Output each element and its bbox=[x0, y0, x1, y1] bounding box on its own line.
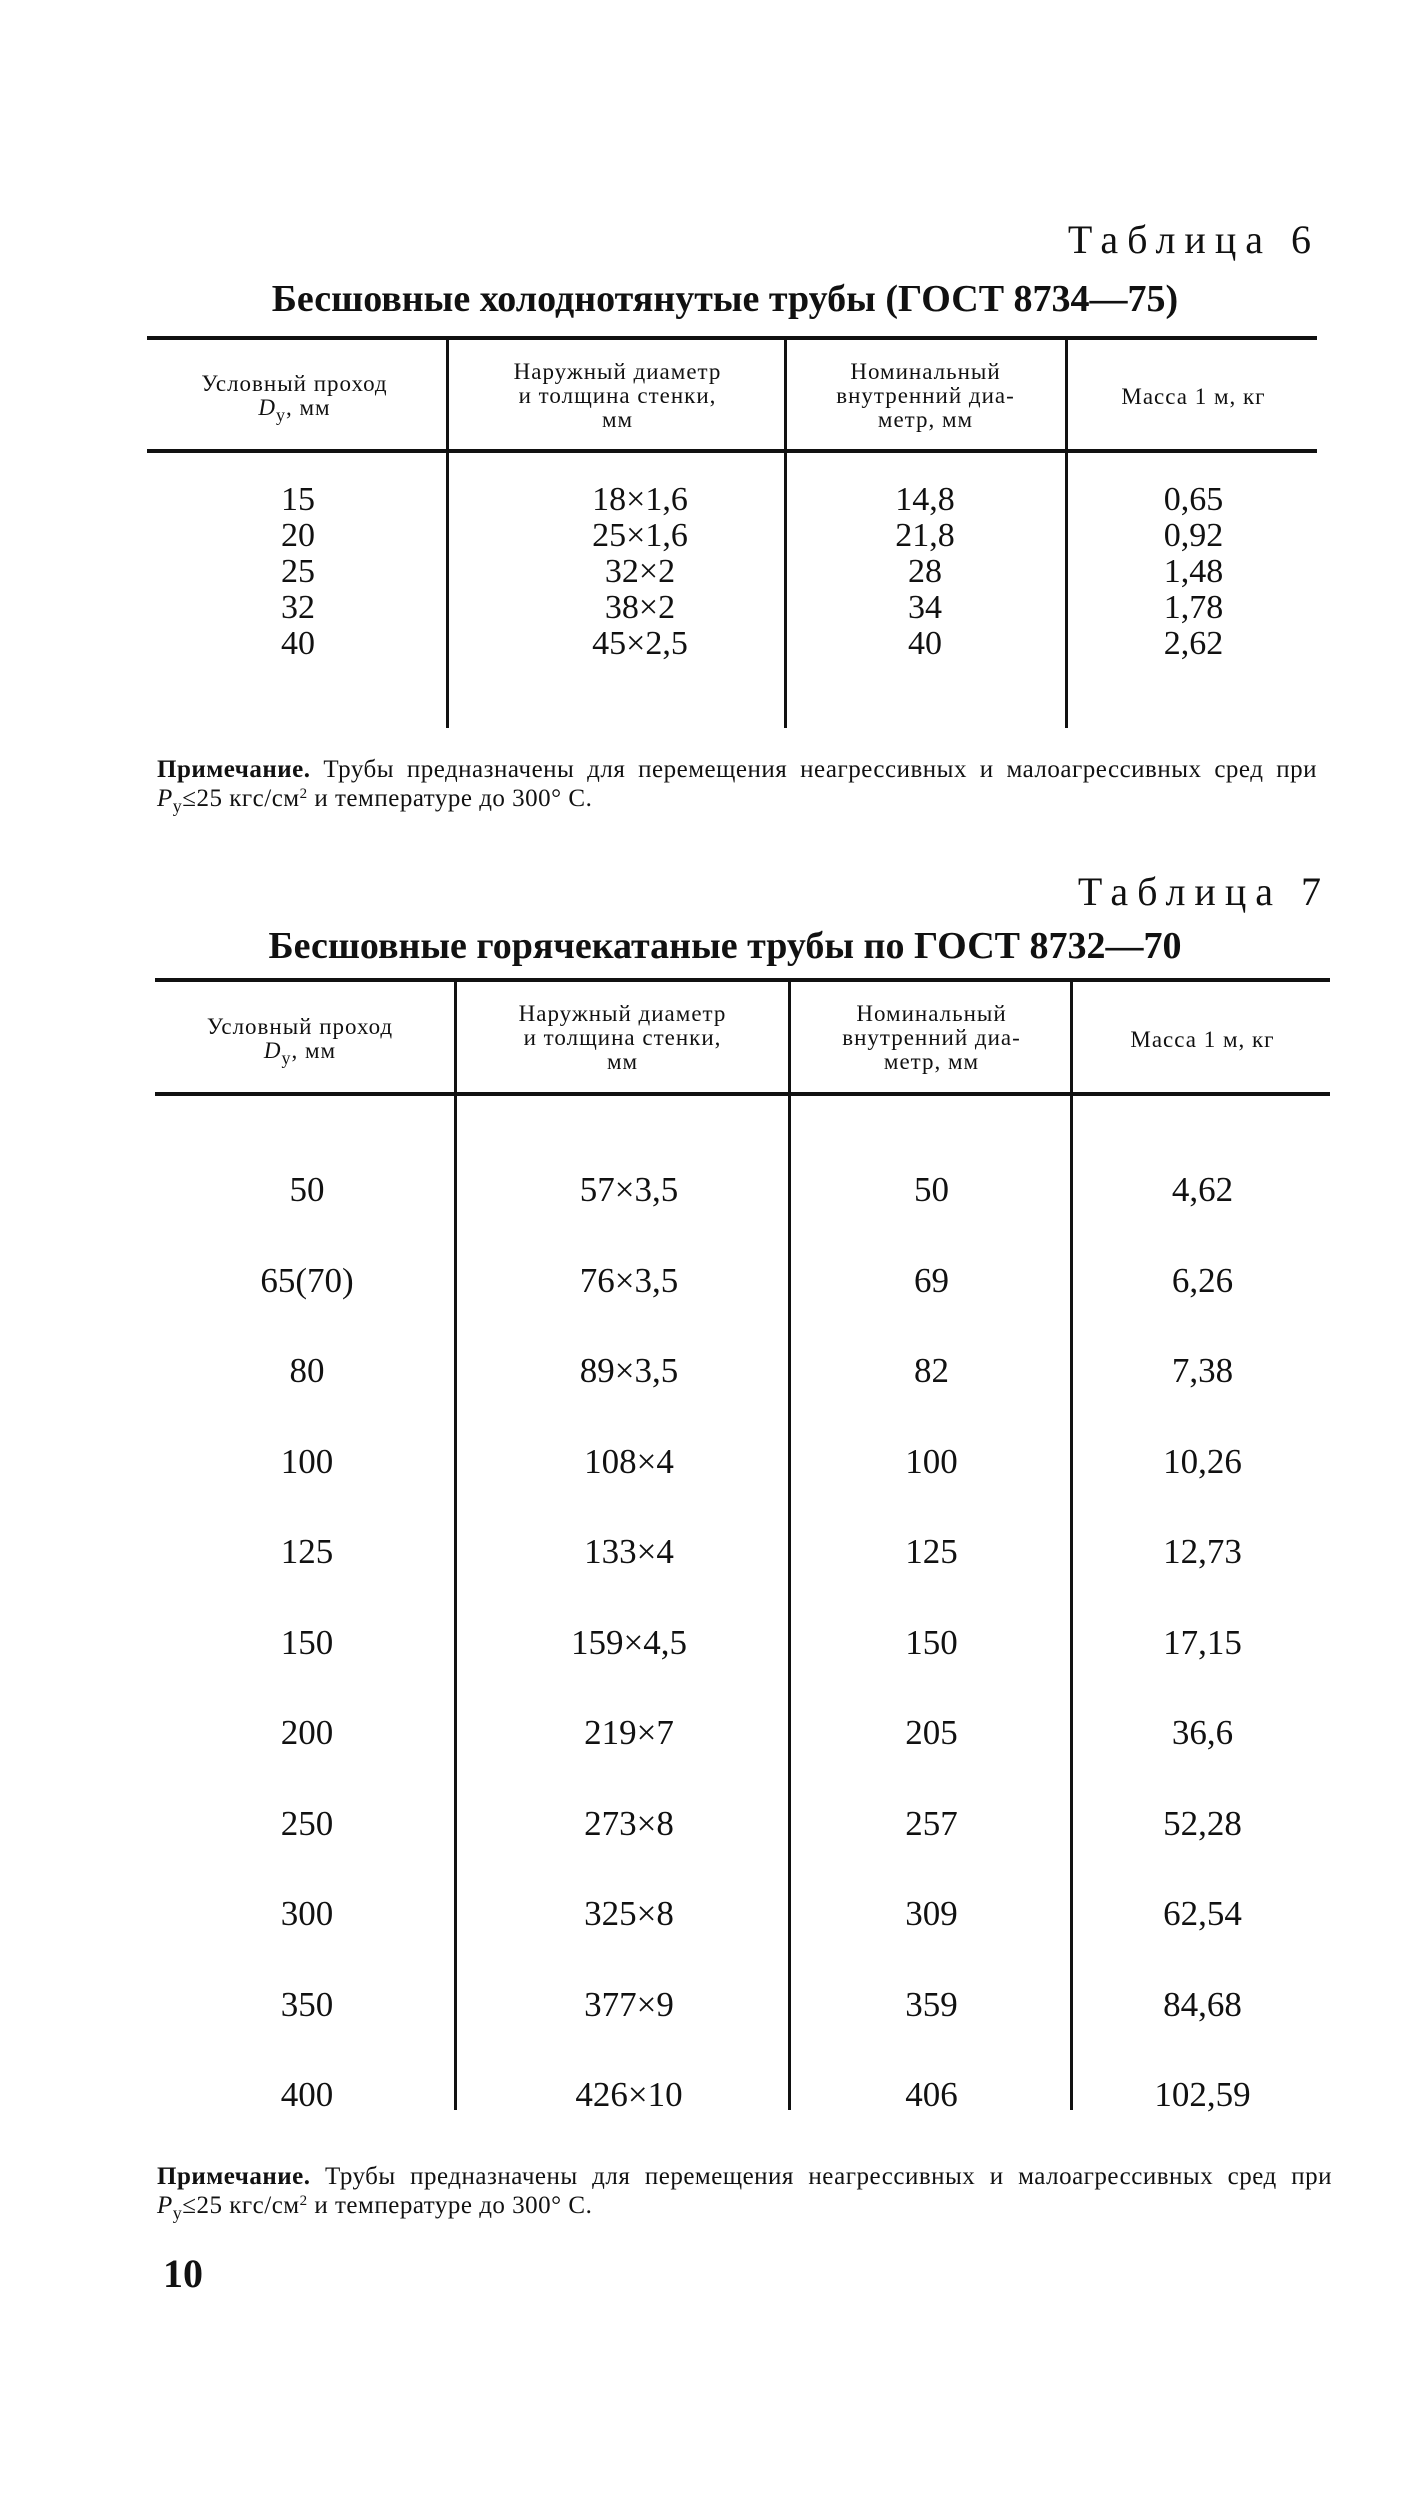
table7-cell-r3-c1: 108×4 bbox=[584, 1441, 674, 1481]
table7-divider-3 bbox=[1070, 982, 1073, 2110]
table6-cell-r3-c3: 1,78 bbox=[1163, 589, 1224, 626]
table6-cell-r2-c1: 32×2 bbox=[604, 553, 676, 590]
table7-cell-r6-c0: 200 bbox=[280, 1713, 334, 1752]
table6-cell-r1-c0: 20 bbox=[281, 517, 315, 554]
table7-cell-r9-c1: 377×9 bbox=[584, 1984, 674, 2024]
table6-cell-r4-c3: 2,62 bbox=[1163, 625, 1224, 662]
table6-header-col1: Условный проход $D_у$, мм bbox=[201, 371, 388, 425]
table7-cell-r10-c3: 102,59 bbox=[1154, 2075, 1251, 2114]
table6-top-rule bbox=[147, 336, 1317, 340]
table7-header-rule bbox=[155, 1092, 1330, 1096]
table7-title: Бесшовные горячекатаные трубы по ГОСТ 8732—70 bbox=[268, 925, 1182, 967]
table6-cell-r3-c2: 34 bbox=[908, 589, 942, 626]
table7-cell-r10-c1: 426×10 bbox=[575, 2075, 683, 2114]
table6-cell-r1-c3: 0,92 bbox=[1163, 517, 1224, 554]
table6-cell-r0-c1: 18×1,6 bbox=[592, 481, 688, 518]
table6-cell-r3-c0: 32 bbox=[281, 589, 315, 626]
table6-cell-r1-c1: 25×1,6 bbox=[592, 517, 688, 554]
table6-divider-2 bbox=[784, 340, 787, 728]
table7-cell-r0-c1: 57×3,5 bbox=[579, 1170, 679, 1209]
table7-cell-r8-c1: 325×8 bbox=[584, 1894, 674, 1933]
table7-cell-r6-c2: 205 bbox=[905, 1713, 958, 1752]
table6-header-rule bbox=[147, 449, 1317, 453]
table7-cell-r5-c1: 159×4,5 bbox=[571, 1622, 687, 1662]
table6-cell-r2-c2: 28 bbox=[908, 553, 942, 590]
table7-cell-r2-c3: 7,38 bbox=[1171, 1351, 1234, 1390]
table7-cell-r5-c2: 150 bbox=[905, 1622, 958, 1662]
table7-top-rule bbox=[155, 978, 1330, 982]
table6-header-col4: Масса 1 м, кг bbox=[1121, 384, 1266, 409]
table6-cell-r3-c1: 38×2 bbox=[604, 589, 676, 626]
table6-cell-r2-c0: 25 bbox=[281, 553, 315, 590]
table6-note: Примечание. Трубы предназначены для перемещения неагрессивных и малоагрессивных сред при $P_у\le 25$ кгс/$см^2$ и температуре до 300° С. bbox=[157, 756, 1317, 816]
table7-cell-r1-c1: 76×3,5 bbox=[579, 1260, 679, 1300]
table7-cell-r6-c1: 219×7 bbox=[584, 1713, 674, 1752]
table6-cell-r4-c2: 40 bbox=[908, 625, 942, 662]
table7-note: Примечание. Трубы предназначены для перемещения неагрессивных и малоагрессивных сред при $P_у\le 25$ кгс/$см^2$ и температуре до 300° С. bbox=[157, 2163, 1332, 2223]
table7-cell-r4-c1: 133×4 bbox=[584, 1532, 674, 1571]
table7-cell-r8-c0: 300 bbox=[280, 1894, 334, 1933]
table7-cell-r2-c2: 82 bbox=[914, 1351, 949, 1390]
table7-cell-r7-c3: 52,28 bbox=[1163, 1803, 1242, 1843]
table7-divider-2 bbox=[788, 982, 791, 2110]
table7-cell-r7-c0: 250 bbox=[280, 1803, 334, 1843]
table7-cell-r6-c3: 36,6 bbox=[1171, 1713, 1234, 1752]
table7-cell-r3-c3: 10,26 bbox=[1163, 1441, 1242, 1481]
table7-cell-r5-c3: 17,15 bbox=[1163, 1622, 1242, 1662]
table7-cell-r4-c2: 125 bbox=[905, 1532, 958, 1571]
table7-cell-r3-c0: 100 bbox=[280, 1441, 334, 1481]
table7-cell-r9-c2: 359 bbox=[905, 1984, 958, 2024]
table6-cell-r0-c0: 15 bbox=[281, 481, 315, 518]
table6-divider-3 bbox=[1065, 340, 1068, 728]
table7-cell-r1-c2: 69 bbox=[914, 1260, 949, 1300]
table7-header-col3: Номинальный внутренний диа- метр, мм bbox=[842, 1001, 1021, 1074]
table6-cell-r0-c2: 14,8 bbox=[895, 481, 955, 518]
table7-header-col1: Условный проход $D_у$, мм bbox=[206, 1014, 394, 1068]
table7-cell-r7-c1: 273×8 bbox=[584, 1803, 674, 1843]
table6-cell-r1-c2: 21,8 bbox=[895, 517, 955, 554]
table6-title: Бесшовные холоднотянутые трубы (ГОСТ 8734—75) bbox=[271, 278, 1179, 320]
table7-label: Таблица 7 bbox=[1077, 869, 1330, 914]
table7-cell-r0-c2: 50 bbox=[914, 1170, 949, 1209]
table7-cell-r3-c2: 100 bbox=[905, 1441, 958, 1481]
table7-cell-r9-c0: 350 bbox=[280, 1984, 334, 2024]
table7-divider-1 bbox=[454, 982, 457, 2110]
table7-cell-r9-c3: 84,68 bbox=[1163, 1984, 1242, 2024]
table6-divider-1 bbox=[446, 340, 449, 728]
table7-cell-r8-c3: 62,54 bbox=[1163, 1894, 1242, 1933]
table7-cell-r10-c2: 406 bbox=[905, 2075, 958, 2114]
table6-cell-r2-c3: 1,48 bbox=[1163, 553, 1224, 590]
table7-cell-r0-c3: 4,62 bbox=[1171, 1170, 1234, 1209]
table6-cell-r4-c0: 40 bbox=[281, 625, 315, 662]
table7-cell-r5-c0: 150 bbox=[280, 1622, 334, 1662]
table6-label: Таблица 6 bbox=[1067, 217, 1320, 262]
table7-cell-r2-c1: 89×3,5 bbox=[579, 1351, 679, 1390]
table7-cell-r8-c2: 309 bbox=[905, 1894, 958, 1933]
page-number: 10 bbox=[163, 2251, 203, 2296]
table7-cell-r4-c0: 125 bbox=[280, 1532, 334, 1571]
table7-header-col2: Наружный диаметр и толщина стенки, мм bbox=[518, 1001, 727, 1074]
table7-cell-r1-c3: 6,26 bbox=[1171, 1260, 1234, 1300]
table7-cell-r1-c0: 65(70) bbox=[260, 1260, 354, 1300]
table7-cell-r4-c3: 12,73 bbox=[1163, 1532, 1242, 1571]
table7-cell-r7-c2: 257 bbox=[905, 1803, 958, 1843]
table6-header-col2: Наружный диаметр и толщина стенки, мм bbox=[513, 359, 722, 432]
table6-cell-r0-c3: 0,65 bbox=[1163, 481, 1224, 518]
table7-cell-r0-c0: 50 bbox=[289, 1170, 325, 1209]
table6-cell-r4-c1: 45×2,5 bbox=[592, 625, 688, 662]
table6-header-col3: Номинальный внутренний диа- метр, мм bbox=[836, 359, 1015, 432]
table7-cell-r2-c0: 80 bbox=[289, 1351, 325, 1390]
table7-header-col4: Масса 1 м, кг bbox=[1130, 1027, 1275, 1052]
table7-cell-r10-c0: 400 bbox=[280, 2075, 334, 2114]
